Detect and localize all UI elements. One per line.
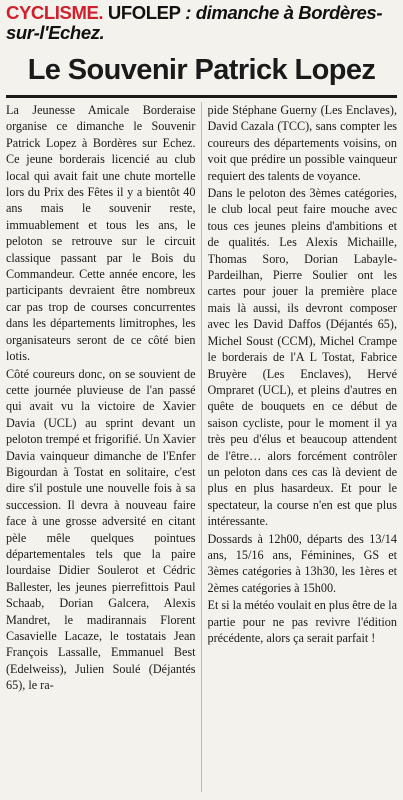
kicker-rest: : dimanche à Bordères-sur-l'Echez. [6, 2, 383, 43]
article-column-right [208, 102, 398, 792]
article-column-left [6, 102, 202, 792]
article-headline: Le Souvenir Patrick Lopez [6, 53, 397, 98]
article-paragraph: Dans le peloton des 3èmes catégories, le club local peut faire mouche avec tous ces jeunes pleins d'ambitions et de qualités. Les Alexis Michaille, Thomas Soro, Dorian Labayle-Pardeilhan, Pierre Soulier ont les cartes pour jouer la première place mais là aussi, ils devront composer avec les David Daffos (Déjantés 65), Michel Soust (CCM), Michel Crampe le borderais de l'A L Tostat, Fabrice Bruyère (Les Enclaves), Hervé Ompraret (UCL), et pleins d'autres en quête de bouquets en ce début de saison cycliste, pour le moment il ya très peu d'élus et beaucoup attendent de l'être… alors forcément contrôler un peloton dans ces cas là devient de plus en plus hasardeux. Et pour le spectateur, la course n'en est que plus intéressante. [207, 186, 397, 529]
article-paragraph: pide Stéphane Guerny (Les Enclaves), David Cazala (TCC), sans compter les coureurs des départements voisins, on voit que prédire un possible vainqueur requiert des talents de voyance. [207, 103, 397, 183]
article-paragraph: Dossards à 12h00, départs des 13/14 ans, 15/16 ans, Féminines, GS et 3èmes catégories à 13h30, les 1ères et 2èmes catégories à 15h00. [207, 531, 397, 595]
article-paragraph: La Jeunesse Amicale Borderaise organise ce dimanche le Souvenir Patrick Lopez à Bordères sur Echez. Ce jeune borderais licencié au club local qui avait fait une chute mortelle lors du Prix des Fêtes il y a bientôt 40 ans mais le souvenir reste, immuablement et tous les ans, le peloton se retrouve sur le circuit classique passant par le Bois du Commandeur. Cette année encore, les participants devraient être nombreux car pas trop de courses concurrentes dans les départements limitrophes, les organisateurs seront de ce côté bien lotis. [6, 103, 196, 364]
article-paragraph: Et si la météo voulait en plus être de la partie pour ne pas revivre l'édition précédente, alors ça serait parfait ! [207, 598, 397, 645]
article-body [6, 102, 397, 792]
kicker-org: UFOLEP [107, 2, 181, 23]
article-paragraph: Côté coureurs donc, on se souvient de cette journée pluvieuse de l'an passé qui avait vu la victoire de Xavier Davia (UCL) au sprint devant un peloton trempé et frigorifié. Un Xavier Davia vainqueur dimanche de l'Enfer Bigourdan à Tostat en solitaire, c'est dire s'il postule une nouvelle fois à sa succession. Il devra à nouveau faire face à une grosse adversité en citant pèle mêle quelques pointues départementales tels que la paire lourdaise Didier Soulerot et Cédric Ballester, les jeunes pierrefittois Paul Schaab, Dorian Galcera, Alexis Mandret, le madirannais Florent Casavielle Lacaze, le tostatais Jean François Lassalle, Emmanuel Best (Edelweiss), Julien Soulé (Déjantés 65), le ra- [6, 366, 196, 693]
article-kicker [6, 3, 397, 43]
kicker-sport: CYCLISME. [6, 2, 104, 23]
